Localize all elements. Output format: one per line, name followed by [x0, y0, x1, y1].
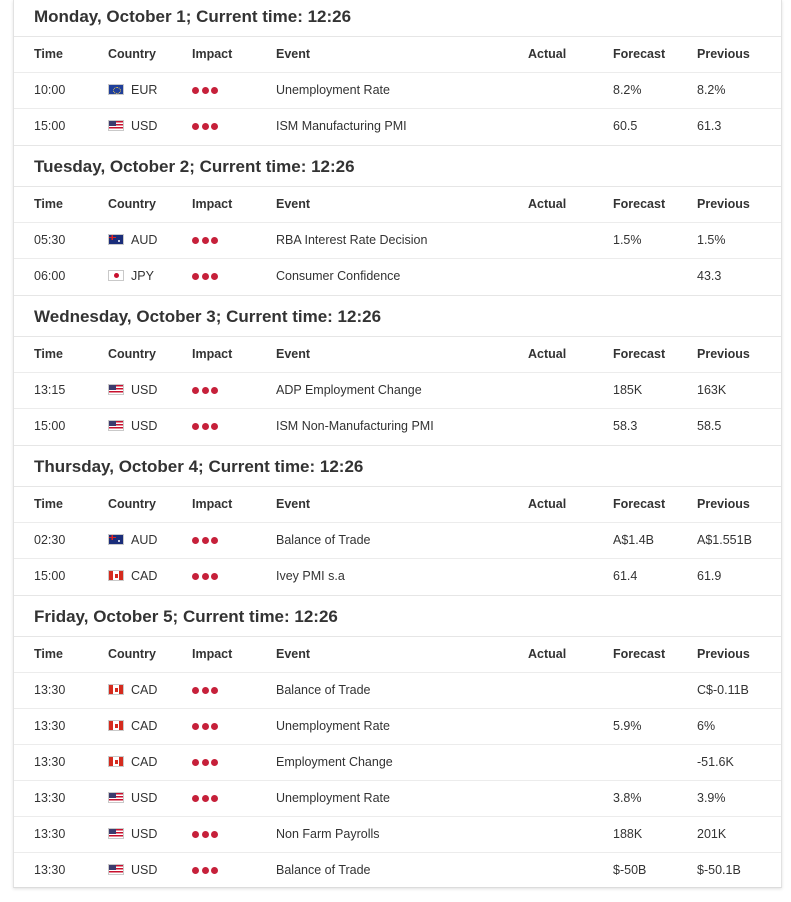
impact-dots: [192, 559, 221, 594]
event-event: Consumer Confidence: [276, 269, 401, 283]
impact-dots: [192, 73, 221, 108]
impact-dot-icon: [192, 795, 199, 802]
event-row[interactable]: [14, 853, 781, 889]
impact-dot-icon: [211, 759, 218, 766]
impact-dot-icon: [192, 831, 199, 838]
impact-indicator: [192, 259, 221, 294]
table-header-row: [14, 487, 781, 523]
aud-flag-icon: [108, 234, 124, 245]
event-country: [108, 673, 157, 708]
event-previous: $-50.1B: [697, 863, 741, 877]
event-event: Unemployment Rate: [276, 719, 390, 733]
column-header-impact: Impact: [192, 47, 233, 61]
impact-indicator: [192, 109, 221, 144]
impact-dot-icon: [202, 237, 209, 244]
column-header-forecast: Forecast: [613, 347, 666, 361]
cad-flag-icon: [108, 684, 124, 695]
impact-indicator: [192, 853, 221, 888]
impact-dot-icon: [202, 387, 209, 394]
impact-dot-icon: [211, 687, 218, 694]
column-header-previous: Previous: [697, 197, 750, 211]
event-forecast: 188K: [613, 827, 643, 841]
event-event: Unemployment Rate: [276, 791, 390, 805]
column-header-event: Event: [276, 47, 311, 61]
event-forecast: 8.2%: [613, 83, 642, 97]
event-time: 13:15: [34, 383, 66, 397]
event-event: Balance of Trade: [276, 863, 371, 877]
country-code: CAD: [131, 569, 158, 583]
cad-flag-icon: [108, 756, 124, 767]
usd-flag-icon: [108, 828, 124, 839]
event-forecast: 5.9%: [613, 719, 642, 733]
event-row[interactable]: [14, 709, 781, 745]
event-forecast: 185K: [613, 383, 643, 397]
impact-dot-icon: [211, 723, 218, 730]
column-header-actual: Actual: [528, 197, 567, 211]
event-country: [108, 853, 157, 888]
event-country: [108, 745, 157, 780]
event-row[interactable]: [14, 409, 781, 445]
column-header-actual: Actual: [528, 497, 567, 511]
event-row[interactable]: [14, 259, 781, 295]
column-header-previous: Previous: [697, 497, 750, 511]
event-country: [108, 409, 157, 444]
event-forecast: 3.8%: [613, 791, 642, 805]
impact-dot-icon: [202, 123, 209, 130]
impact-dot-icon: [202, 687, 209, 694]
impact-indicator: [192, 523, 221, 558]
impact-indicator: [192, 673, 221, 708]
impact-indicator: [192, 73, 221, 108]
event-country: [108, 523, 157, 558]
impact-dot-icon: [192, 387, 199, 394]
impact-dot-icon: [202, 795, 209, 802]
impact-dots: [192, 409, 221, 444]
impact-indicator: [192, 373, 221, 408]
event-row[interactable]: [14, 223, 781, 259]
aud-flag-icon: [108, 534, 124, 545]
column-header-event: Event: [276, 347, 311, 361]
column-header-time: Time: [34, 497, 63, 511]
impact-indicator: [192, 817, 221, 852]
impact-dot-icon: [211, 123, 218, 130]
impact-indicator: [192, 559, 221, 594]
event-row[interactable]: [14, 73, 781, 109]
country-code: USD: [131, 383, 158, 397]
column-header-country: Country: [108, 47, 156, 61]
impact-indicator: [192, 409, 221, 444]
column-header-forecast: Forecast: [613, 47, 666, 61]
column-header-country: Country: [108, 347, 156, 361]
event-event: ADP Employment Change: [276, 383, 422, 397]
day-title: Thursday, October 4; Current time: 12:26: [14, 445, 781, 487]
event-time: 02:30: [34, 533, 66, 547]
impact-dot-icon: [202, 273, 209, 280]
event-row[interactable]: [14, 523, 781, 559]
jpy-flag-icon: [108, 270, 124, 281]
usd-flag-icon: [108, 420, 124, 431]
impact-dot-icon: [202, 537, 209, 544]
event-row[interactable]: [14, 373, 781, 409]
country-code: CAD: [131, 719, 158, 733]
event-row[interactable]: [14, 673, 781, 709]
impact-dot-icon: [192, 423, 199, 430]
impact-dot-icon: [211, 537, 218, 544]
impact-dot-icon: [192, 759, 199, 766]
country-code: EUR: [131, 83, 158, 97]
usd-flag-icon: [108, 384, 124, 395]
column-header-event: Event: [276, 647, 311, 661]
column-header-forecast: Forecast: [613, 497, 666, 511]
eur-flag-icon: [108, 84, 124, 95]
impact-dot-icon: [192, 237, 199, 244]
event-row[interactable]: [14, 781, 781, 817]
day-section: [14, 295, 781, 445]
column-header-impact: Impact: [192, 647, 233, 661]
column-header-forecast: Forecast: [613, 197, 666, 211]
impact-dot-icon: [202, 759, 209, 766]
event-forecast: $-50B: [613, 863, 647, 877]
day-section: [14, 0, 781, 145]
impact-dot-icon: [202, 831, 209, 838]
country-code: JPY: [131, 269, 154, 283]
column-header-actual: Actual: [528, 47, 567, 61]
event-country: [108, 73, 157, 108]
event-event: Balance of Trade: [276, 533, 371, 547]
event-event: Ivey PMI s.a: [276, 569, 345, 583]
impact-dots: [192, 853, 221, 888]
event-previous: 58.5: [697, 419, 722, 433]
impact-dot-icon: [202, 723, 209, 730]
country-code: CAD: [131, 755, 158, 769]
column-header-time: Time: [34, 647, 63, 661]
event-previous: 8.2%: [697, 83, 726, 97]
impact-dots: [192, 781, 221, 816]
column-header-event: Event: [276, 497, 311, 511]
impact-dot-icon: [192, 123, 199, 130]
day-section: [14, 595, 781, 889]
event-country: [108, 709, 157, 744]
country-code: USD: [131, 827, 158, 841]
column-header-event: Event: [276, 197, 311, 211]
event-previous: 6%: [697, 719, 716, 733]
table-header-row: [14, 637, 781, 673]
event-time: 13:30: [34, 719, 66, 733]
day-title: Wednesday, October 3; Current time: 12:26: [14, 295, 781, 337]
event-event: Employment Change: [276, 755, 393, 769]
country-code: AUD: [131, 233, 158, 247]
usd-flag-icon: [108, 120, 124, 131]
event-previous: 3.9%: [697, 791, 726, 805]
event-previous: 201K: [697, 827, 727, 841]
column-header-country: Country: [108, 497, 156, 511]
event-forecast: A$1.4B: [613, 533, 655, 547]
event-forecast: 61.4: [613, 569, 638, 583]
impact-dot-icon: [202, 423, 209, 430]
event-previous: A$1.551B: [697, 533, 752, 547]
impact-dot-icon: [192, 867, 199, 874]
event-country: [108, 817, 157, 852]
event-event: Non Farm Payrolls: [276, 827, 380, 841]
column-header-country: Country: [108, 647, 156, 661]
event-country: [108, 781, 157, 816]
event-event: ISM Non-Manufacturing PMI: [276, 419, 434, 433]
table-header-row: [14, 37, 781, 73]
event-event: ISM Manufacturing PMI: [276, 119, 407, 133]
day-title: Tuesday, October 2; Current time: 12:26: [14, 145, 781, 187]
economic-calendar: [13, 0, 782, 888]
event-time: 15:00: [34, 419, 66, 433]
impact-dots: [192, 259, 221, 294]
impact-dot-icon: [211, 87, 218, 94]
impact-dot-icon: [211, 831, 218, 838]
day-title: Monday, October 1; Current time: 12:26: [14, 0, 781, 37]
column-header-impact: Impact: [192, 347, 233, 361]
impact-dots: [192, 709, 221, 744]
impact-dot-icon: [192, 87, 199, 94]
event-forecast: 1.5%: [613, 233, 642, 247]
impact-dot-icon: [192, 723, 199, 730]
day-section: [14, 445, 781, 595]
impact-dot-icon: [192, 537, 199, 544]
event-row[interactable]: [14, 745, 781, 781]
event-event: RBA Interest Rate Decision: [276, 233, 428, 247]
country-code: USD: [131, 119, 158, 133]
column-header-actual: Actual: [528, 347, 567, 361]
event-row[interactable]: [14, 559, 781, 595]
event-previous: 163K: [697, 383, 727, 397]
event-time: 13:30: [34, 791, 66, 805]
usd-flag-icon: [108, 864, 124, 875]
usd-flag-icon: [108, 792, 124, 803]
impact-dots: [192, 109, 221, 144]
column-header-forecast: Forecast: [613, 647, 666, 661]
event-previous: 43.3: [697, 269, 722, 283]
impact-dot-icon: [211, 387, 218, 394]
impact-dots: [192, 817, 221, 852]
country-code: USD: [131, 863, 158, 877]
impact-dots: [192, 673, 221, 708]
event-forecast: 60.5: [613, 119, 638, 133]
impact-dots: [192, 745, 221, 780]
table-header-row: [14, 337, 781, 373]
day-section: [14, 145, 781, 295]
impact-indicator: [192, 745, 221, 780]
event-time: 10:00: [34, 83, 66, 97]
impact-dot-icon: [211, 423, 218, 430]
event-forecast: 58.3: [613, 419, 638, 433]
impact-indicator: [192, 709, 221, 744]
event-event: Unemployment Rate: [276, 83, 390, 97]
event-previous: 61.9: [697, 569, 722, 583]
impact-dot-icon: [211, 795, 218, 802]
column-header-country: Country: [108, 197, 156, 211]
event-time: 13:30: [34, 827, 66, 841]
column-header-time: Time: [34, 197, 63, 211]
column-header-impact: Impact: [192, 497, 233, 511]
impact-dot-icon: [211, 867, 218, 874]
event-row[interactable]: [14, 817, 781, 853]
impact-dot-icon: [202, 867, 209, 874]
impact-dots: [192, 523, 221, 558]
impact-dot-icon: [202, 573, 209, 580]
column-header-previous: Previous: [697, 347, 750, 361]
country-code: AUD: [131, 533, 158, 547]
event-time: 15:00: [34, 569, 66, 583]
impact-dot-icon: [192, 573, 199, 580]
country-code: USD: [131, 419, 158, 433]
event-previous: C$-0.11B: [697, 683, 749, 697]
impact-dots: [192, 223, 221, 258]
impact-indicator: [192, 223, 221, 258]
country-code: USD: [131, 791, 158, 805]
column-header-impact: Impact: [192, 197, 233, 211]
event-row[interactable]: [14, 109, 781, 145]
event-country: [108, 259, 154, 294]
event-previous: 61.3: [697, 119, 722, 133]
impact-dot-icon: [211, 573, 218, 580]
event-previous: -51.6K: [697, 755, 734, 769]
event-time: 13:30: [34, 755, 66, 769]
column-header-time: Time: [34, 47, 63, 61]
event-country: [108, 373, 157, 408]
column-header-previous: Previous: [697, 647, 750, 661]
event-country: [108, 109, 157, 144]
impact-dot-icon: [211, 273, 218, 280]
impact-dot-icon: [211, 237, 218, 244]
column-header-time: Time: [34, 347, 63, 361]
event-time: 13:30: [34, 683, 66, 697]
event-time: 15:00: [34, 119, 66, 133]
cad-flag-icon: [108, 720, 124, 731]
column-header-actual: Actual: [528, 647, 567, 661]
cad-flag-icon: [108, 570, 124, 581]
event-previous: 1.5%: [697, 233, 726, 247]
event-time: 06:00: [34, 269, 66, 283]
event-country: [108, 223, 157, 258]
country-code: CAD: [131, 683, 158, 697]
day-title: Friday, October 5; Current time: 12:26: [14, 595, 781, 637]
table-header-row: [14, 187, 781, 223]
event-event: Balance of Trade: [276, 683, 371, 697]
impact-indicator: [192, 781, 221, 816]
impact-dot-icon: [192, 687, 199, 694]
impact-dot-icon: [202, 87, 209, 94]
column-header-previous: Previous: [697, 47, 750, 61]
event-time: 13:30: [34, 863, 66, 877]
impact-dot-icon: [192, 273, 199, 280]
impact-dots: [192, 373, 221, 408]
event-time: 05:30: [34, 233, 66, 247]
event-country: [108, 559, 157, 594]
